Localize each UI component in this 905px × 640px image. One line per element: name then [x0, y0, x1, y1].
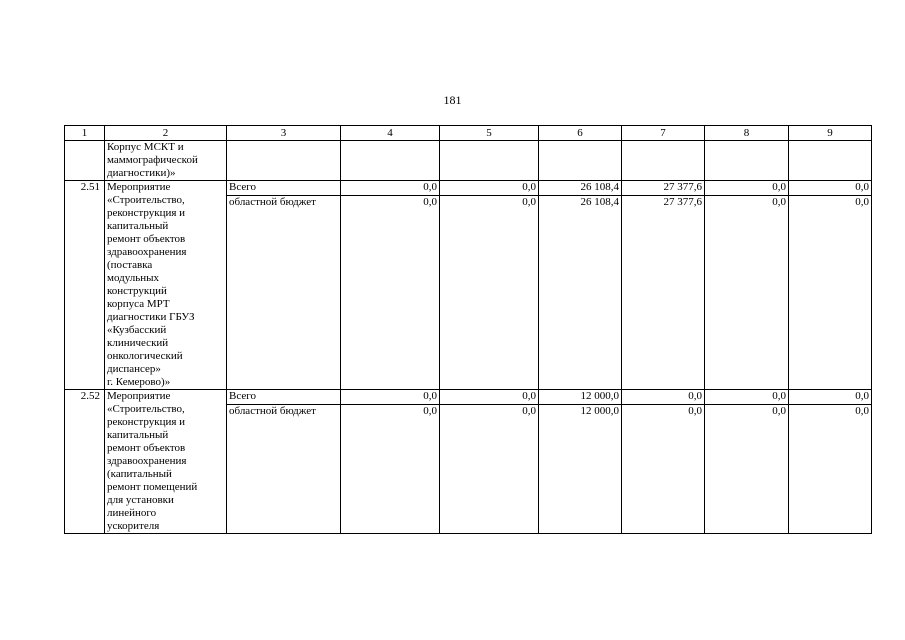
- funding-source-cell: Всего: [227, 181, 341, 196]
- value-cell: 0,0: [789, 390, 872, 405]
- description-line: для установки: [107, 494, 174, 506]
- index-cell: 2.52: [65, 390, 105, 534]
- description-line: ремонт объектов: [107, 442, 186, 454]
- description-line: диспансер»: [107, 363, 161, 375]
- value-cell: 12 000,0: [539, 390, 622, 405]
- value-cell: 0,0: [705, 405, 789, 534]
- description-line: корпуса МРТ: [107, 298, 170, 310]
- page-number: 181: [443, 93, 462, 107]
- column-header: 8: [705, 126, 789, 141]
- budget-table: [64, 125, 872, 534]
- description-line: ускорителя: [107, 520, 160, 532]
- value-cell: 0,0: [440, 405, 539, 534]
- value-cell: 26 108,4: [539, 181, 622, 196]
- description-line: (поставка: [107, 259, 153, 271]
- description-line: здравоохранения: [107, 455, 187, 467]
- value-cell: 0,0: [705, 390, 789, 405]
- description-line: «Кузбасский: [107, 324, 167, 336]
- value-cell: 0,0: [341, 390, 440, 405]
- funding-source-cell: Всего: [227, 390, 341, 405]
- column-header: 2: [105, 126, 227, 141]
- description-line: линейного: [107, 507, 157, 519]
- column-header: 1: [65, 126, 105, 141]
- description-line: конструкций: [107, 285, 167, 297]
- description-line: «Строительство,: [107, 194, 185, 206]
- description-line: капитальный: [107, 220, 169, 232]
- value-cell: 0,0: [440, 390, 539, 405]
- column-header: 7: [622, 126, 705, 141]
- description-line: реконструкция и: [107, 207, 186, 219]
- value-cell: 0,0: [440, 196, 539, 390]
- value-cell: 0,0: [341, 405, 440, 534]
- value-cell: 0,0: [341, 196, 440, 390]
- description-line: онкологический: [107, 350, 183, 362]
- description-line: диагностики)»: [107, 167, 176, 179]
- description-line: маммографической: [107, 154, 198, 166]
- description-line: диагностики ГБУЗ: [107, 311, 195, 323]
- value-cell: 0,0: [789, 181, 872, 196]
- value-cell: 0,0: [789, 196, 872, 390]
- value-cell: 0,0: [705, 181, 789, 196]
- description-line: ремонт объектов: [107, 233, 186, 245]
- table-row: [65, 390, 872, 405]
- value-cell: 26 108,4: [539, 196, 622, 390]
- value-cell: 0,0: [705, 196, 789, 390]
- header-row: [65, 126, 872, 141]
- column-header: 9: [789, 126, 872, 141]
- description-cell: [105, 390, 227, 534]
- description-line: г. Кемерово)»: [107, 376, 171, 388]
- description-line: Корпус МСКТ и: [107, 141, 184, 153]
- description-line: Мероприятие: [107, 390, 171, 402]
- value-cell: 0,0: [440, 181, 539, 196]
- value-cell: 0,0: [622, 405, 705, 534]
- value-cell: 0,0: [789, 405, 872, 534]
- description-line: ремонт помещений: [107, 481, 198, 493]
- index-cell: 2.51: [65, 181, 105, 390]
- description-line: (капитальный: [107, 468, 172, 480]
- description-line: капитальный: [107, 429, 169, 441]
- table-row: [65, 181, 872, 196]
- value-cell: 12 000,0: [539, 405, 622, 534]
- value-cell: 0,0: [622, 390, 705, 405]
- funding-source-cell: областной бюджет: [227, 196, 341, 390]
- column-header: 5: [440, 126, 539, 141]
- column-header: 6: [539, 126, 622, 141]
- value-cell: 27 377,6: [622, 181, 705, 196]
- description-cell: [105, 141, 227, 181]
- description-line: реконструкция и: [107, 416, 186, 428]
- funding-source-cell: областной бюджет: [227, 405, 341, 534]
- description-cell: [105, 181, 227, 390]
- value-cell: 27 377,6: [622, 196, 705, 390]
- column-header: 3: [227, 126, 341, 141]
- column-header: 4: [341, 126, 440, 141]
- continued-row: [65, 141, 872, 181]
- description-line: здравоохранения: [107, 246, 187, 258]
- description-line: модульных: [107, 272, 160, 284]
- description-line: Мероприятие: [107, 181, 171, 193]
- description-line: «Строительство,: [107, 403, 185, 415]
- index-cell: [65, 141, 105, 181]
- description-line: клинический: [107, 337, 169, 349]
- value-cell: 0,0: [341, 181, 440, 196]
